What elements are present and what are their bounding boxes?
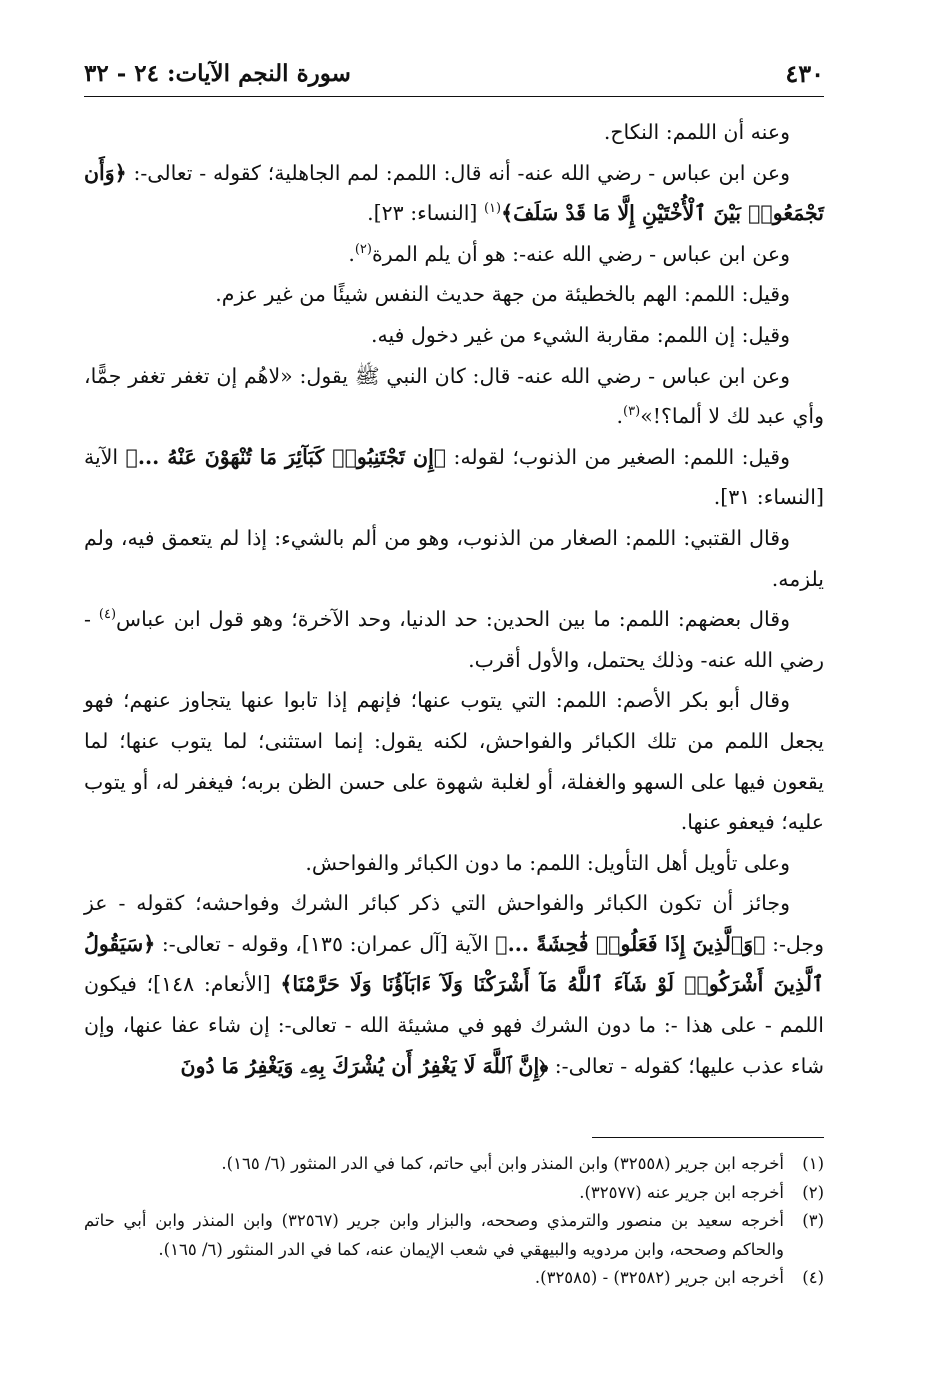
text-run: الآية [النساء: ٣١].	[84, 444, 824, 510]
text-run: [الأنعام: ١٤٨]؛ فيكون اللمم - على هذا -: ما دون الشرك فهو في مشيئة الله - تعالى-: إن شاء عفا عنها، وإن شاء عذب عليها؛ كقوله - تعالى-:	[84, 972, 824, 1078]
footnote-text: أخرجه ابن جرير (٣٢٥٨٢) - (٣٢٥٨٥).	[534, 1268, 784, 1287]
paragraph	[84, 112, 824, 153]
footnote-rule	[592, 1137, 824, 1138]
text-run: وعن ابن عباس - رضي الله عنه- قال: كان النبي ﷺ يقول: «لاهُم إن تغفر تغفر جمًّا، وأي عبد لك لا ألما؟!»	[84, 363, 824, 429]
paragraph	[84, 234, 824, 275]
footnote-ref: (٣)	[623, 404, 641, 420]
footnotes	[84, 1150, 824, 1293]
text-run: وعن ابن عباس - رضي الله عنه- أنه قال: اللمم: لمم الجاهلية؛ كقوله - تعالى-:	[126, 160, 790, 185]
quran-verse: ﴿وَٱلَّذِينَ إِذَا فَعَلُوا۟ فَٰحِشَةً ...﴾	[495, 931, 766, 956]
text-run: وقال القتبي: اللمم: الصغار من الذنوب، وهو من ألم بالشيء: إذا لم يتعمق فيه، ولم يلزمه.	[84, 525, 824, 591]
quran-verse: ﴿سَيَقُولُ ٱلَّذِينَ أَشْرَكُوا۟ لَوْ شَآءَ ٱللَّهُ مَآ أَشْرَكْنَا وَلَآ ءَابَآؤُنَا وَلَا حَرَّمْنَا﴾	[84, 931, 824, 997]
quran-verse: ﴿إِنَّ ٱللَّهَ لَا يَغْفِرُ أَن يُشْرَكَ بِهِۦ وَيَغْفِرُ مَا دُونَ	[180, 1053, 549, 1078]
header-rule	[84, 96, 824, 97]
text-run: وقيل: إن اللمم: مقاربة الشيء من غير دخول فيه.	[370, 322, 790, 347]
paragraph	[84, 356, 824, 437]
running-title: سورة النجم الآيات: ٢٤ - ٣٢	[84, 60, 351, 87]
footnote	[84, 1207, 824, 1264]
text-run: وقيل: اللمم: الهم بالخطيئة من جهة حديث النفس شيئًا من غير عزم.	[215, 282, 790, 307]
paragraph	[84, 437, 824, 518]
footnote-ref: (١)	[483, 201, 502, 217]
footnote-text: أخرجه ابن جرير عنه (٣٢٥٧٧).	[579, 1182, 784, 1202]
footnote-number: (٣)	[802, 1211, 824, 1230]
footnote-text: أخرجه ابن جرير (٣٢٥٥٨) وابن المنذر وابن أبي حاتم، كما في الدر المنثور (٦/ ١٦٥).	[221, 1154, 784, 1173]
text-run: - رضي الله عنه- وذلك يحتمل، والأول أقرب.	[84, 607, 824, 672]
paragraph	[84, 843, 824, 884]
footnote	[84, 1179, 824, 1208]
footnote	[84, 1264, 824, 1293]
text-run: وقيل: اللمم: الصغير من الذنوب؛ لقوله:	[446, 444, 790, 469]
text-run: وجائز أن تكون الكبائر والفواحش التي ذكر كبائر الشرك وفواحشه؛ كقوله - عز وجل-:	[84, 891, 825, 956]
footnote	[84, 1150, 824, 1179]
page-header	[84, 58, 824, 94]
page-number: ٤٣٠	[785, 59, 824, 88]
quran-verse: ﴿إِن تَجْتَنِبُوا۟ كَبَآئِرَ مَا تُنْهَوْنَ عَنْهُ ...﴾	[125, 444, 447, 469]
text-run: الآية [آل عمران: ١٣٥]، وقوله - تعالى-:	[155, 931, 496, 956]
text-run: وقال أبو بكر الأصم: اللمم: التي يتوب عنها؛ فإنهم إذا تابوا عنها يتجاوز عنهم؛ فهو يجعل اللمم من تلك الكبائر والفواحش، لكنه يقول: إنما استثنى؛ لما يتوب عنها؛ لما يقعون فيها على السهو والغفلة، أو لغلبة شهوة على حسن الظن بربه؛ فيغفر له، أو يتوب عليه؛ فيعفو عنها.	[84, 688, 824, 835]
text-run: [النساء: ٢٣].	[367, 201, 484, 226]
footnote-ref: (٤)	[98, 607, 117, 623]
paragraph	[84, 680, 824, 842]
paragraph	[84, 153, 824, 234]
paragraph	[84, 518, 824, 599]
footnote-number: (٢)	[802, 1182, 824, 1202]
footnote-ref: (٢)	[354, 241, 372, 257]
footnote-text: أخرجه سعيد بن منصور والترمذي وصححه، والبزار وابن جرير (٣٢٥٦٧) وابن المنذر وابن أبي حاتم والحاكم وصححه، وابن مردويه والبيهقي في شعب الإيمان عنه، كما في الدر المنثور (٦/ ١٦٥).	[84, 1211, 785, 1259]
footnote-number: (١)	[802, 1154, 824, 1173]
paragraph	[84, 274, 824, 315]
main-text	[84, 112, 824, 1086]
text-run: وقال بعضهم: اللمم: ما بين الحدين: حد الدنيا، وحد الآخرة؛ وهو قول ابن عباس	[116, 607, 790, 632]
text-run: وعلى تأويل أهل التأويل: اللمم: ما دون الكبائر والفواحش.	[305, 850, 790, 875]
text-run: وعنه أن اللمم: النكاح.	[603, 120, 790, 144]
paragraph	[84, 315, 824, 356]
quran-verse: ﴿وَأَن تَجْمَعُوا۟ بَيْنَ ٱلْأُخْتَيْنِ إِلَّا مَا قَدْ سَلَفَ﴾	[84, 160, 824, 226]
text-run: .	[616, 404, 624, 429]
text-run: وعن ابن عباس - رضي الله عنه-: هو أن يلم المرة	[371, 241, 790, 266]
footnote-number: (٤)	[802, 1268, 824, 1287]
paragraph	[84, 883, 824, 1086]
text-run: .	[348, 241, 355, 266]
paragraph	[84, 599, 824, 680]
